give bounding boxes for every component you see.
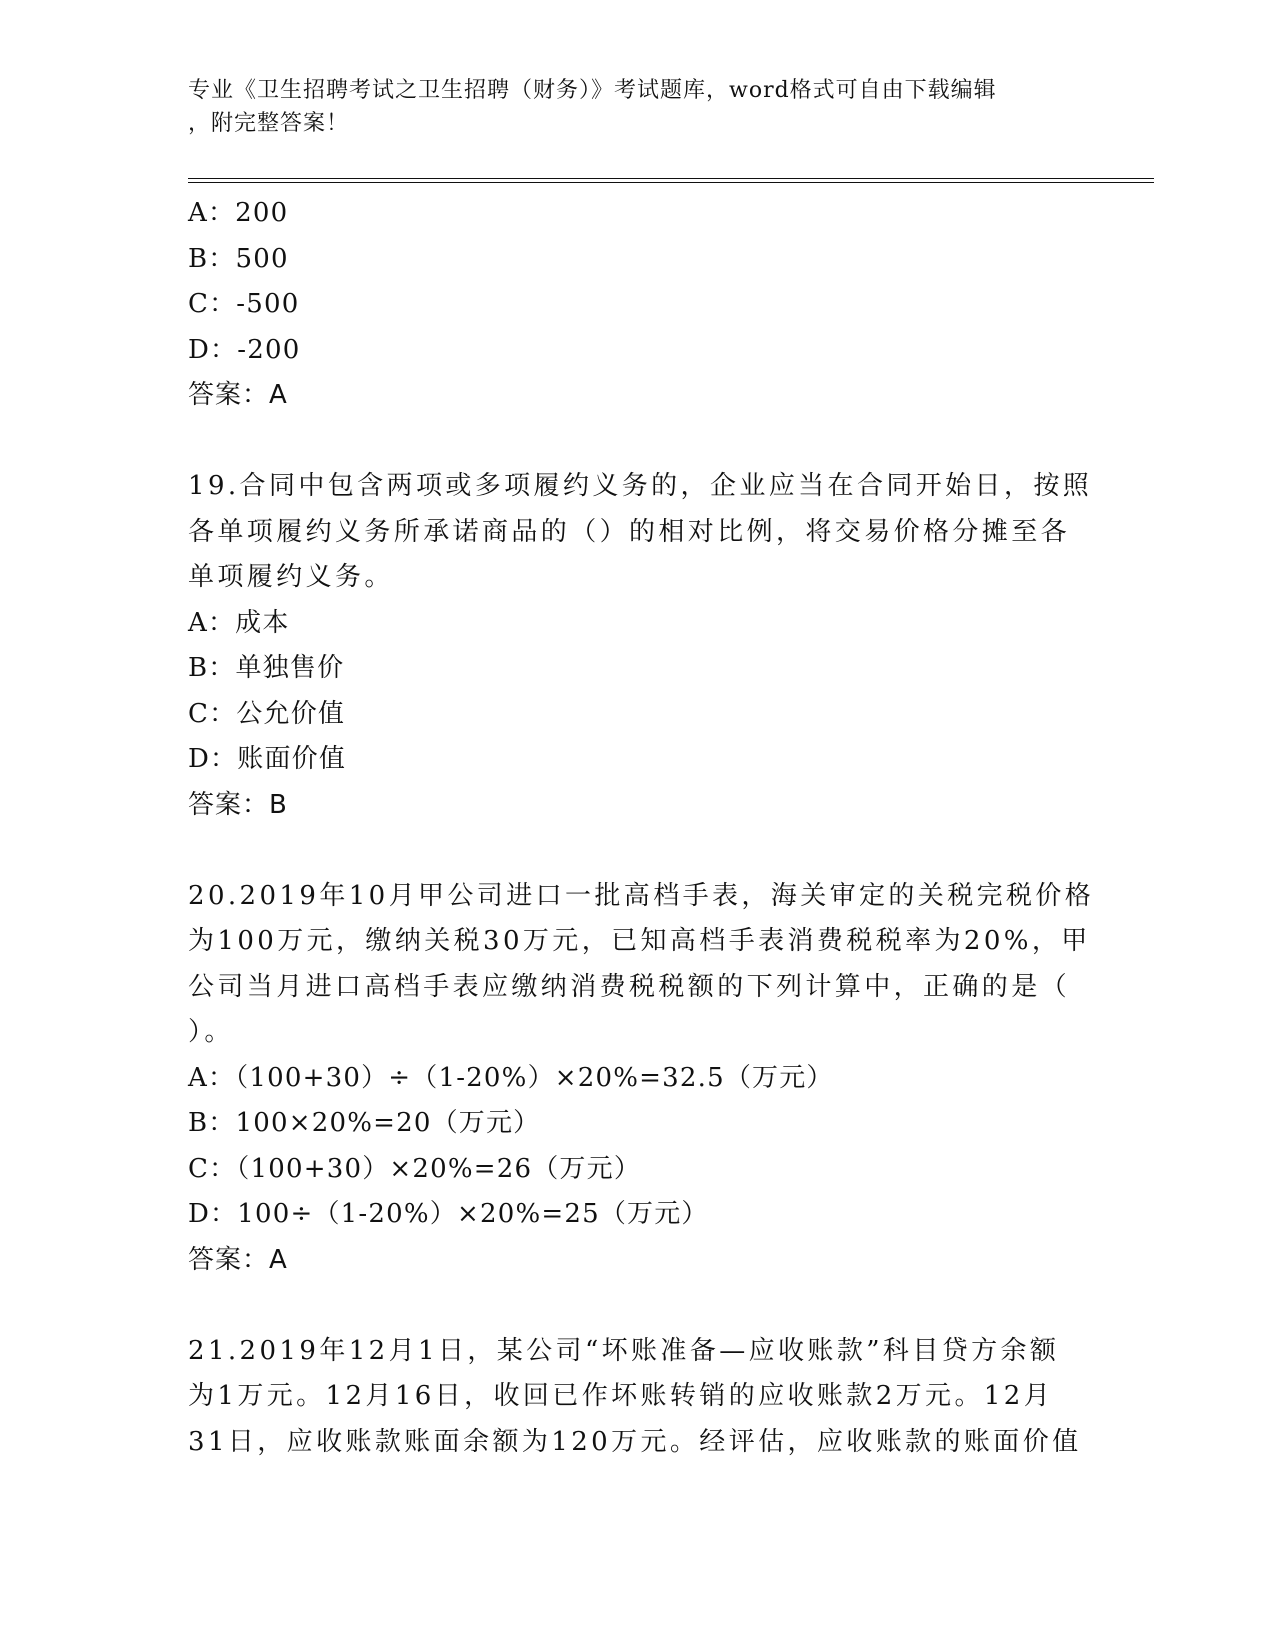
question-21-text-line: 为1万元。12月16日，收回已作坏账转销的应收账款2万元。12月 [188,1381,1054,1411]
header-divider-bottom [188,182,1154,183]
option-b: B：500 [188,243,289,274]
question-20-text-line: 为100万元，缴纳关税30万元，已知高档手表消费税税率为20%，甲 [188,926,1091,956]
question-20-text-line: 20.2019年10月甲公司进口一批高档手表，海关审定的关税完税价格 [188,880,1095,911]
question-19-answer: 答案：B [188,789,288,820]
question-21 [188,1329,1082,1466]
option-a: A：成本 [188,607,290,638]
document-header [188,74,1068,140]
question-18-answer: 答案：A [188,380,288,410]
question-19-text-line: 19.合同中包含两项或多项履约义务的，企业应当在合同开始日，按照 [188,471,1093,501]
question-20-text-line: ）。 [188,1017,234,1047]
header-line-2: ，附完整答案！ [188,111,350,136]
option-d: D：-200 [188,334,301,365]
option-d: D：账面价值 [188,744,347,774]
option-c: C：公允价值 [188,698,346,729]
option-b: B：100×20%=20（万元） [188,1108,541,1138]
question-20-text-line: 公司当月进口高档手表应缴纳消费税税额的下列计算中，正确的是（ [188,971,1071,1002]
option-b: B：单独售价 [188,653,345,683]
option-a: A：（100+30）÷（1-20%）×20%=32.5（万元） [188,1062,834,1093]
question-19 [188,464,1093,828]
question-18-options [188,191,1078,373]
option-c: C：-500 [188,289,300,319]
question-19-text-line: 各单项履约义务所承诺商品的（）的相对比例，将交易价格分摊至各 [188,516,1071,547]
option-d: D：100÷（1-20%）×20%=25（万元） [188,1199,709,1229]
option-c: C：（100+30）×20%=26（万元） [188,1153,642,1184]
question-content [188,191,1095,1465]
spacer [188,419,1078,465]
header-line-1: 专业《卫生招聘考试之卫生招聘（财务）》考试题库，word格式可自由下载编辑 [188,78,997,103]
option-a: A：200 [188,198,289,228]
question-20-answer: 答案：A [188,1244,288,1275]
spacer [188,828,1078,874]
spacer [188,1283,1078,1329]
question-21-text-line: 31日，应收账款账面余额为120万元。经评估，应收账款的账面价值 [188,1426,1082,1457]
header-divider-top [188,178,1154,179]
question-20 [188,874,1095,1284]
question-19-text-line: 单项履约义务。 [188,562,394,592]
question-21-text-line: 21.2019年12月1日，某公司“坏账准备—应收账款”科目贷方余额 [188,1335,1060,1366]
